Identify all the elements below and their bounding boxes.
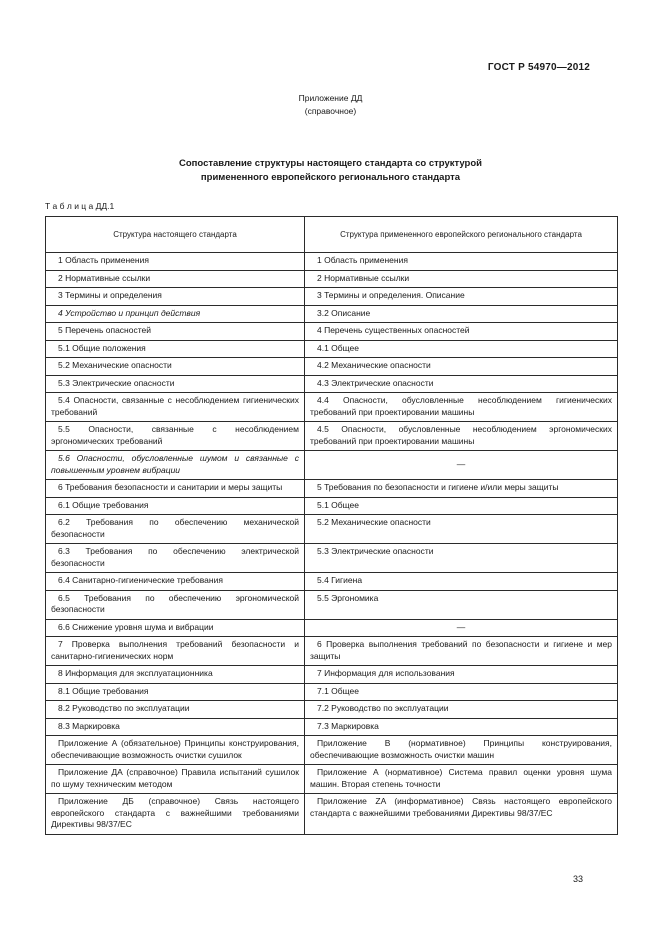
table-row	[46, 270, 618, 288]
table-body	[46, 253, 618, 835]
column-header-current-standard: Структура настоящего стандарта	[46, 217, 305, 253]
comparison-table	[45, 216, 618, 835]
table-row	[46, 422, 618, 451]
cell-european-standard: 4.4 Опасности, обусловленные несоблюдением гигиенических требований при проектировании машины	[305, 393, 618, 422]
cell-current-standard: 5.2 Механические опасности	[46, 358, 305, 376]
cell-current-standard: 6.4 Санитарно-гигиенические требования	[46, 573, 305, 591]
table-row	[46, 451, 618, 480]
cell-current-standard: 6.3 Требования по обеспечению электрической безопасности	[46, 544, 305, 573]
table-row	[46, 701, 618, 719]
cell-european-standard: 5.1 Общее	[305, 497, 618, 515]
cell-current-standard: 5.4 Опасности, связанные с несоблюдением гигиенических требований	[46, 393, 305, 422]
cell-european-standard: 1 Область применения	[305, 253, 618, 271]
cell-european-standard: 7.3 Маркировка	[305, 718, 618, 736]
cell-current-standard: 4 Устройство и принцип действия	[46, 305, 305, 323]
cell-european-standard: Приложение А (нормативное) Система правил оценки уровня шума машин. Вторая степень точности	[305, 765, 618, 794]
cell-european-standard: 3 Термины и определения. Описание	[305, 288, 618, 306]
cell-current-standard: Приложение ДА (справочное) Правила испытаний сушилок по шуму техническим методом	[46, 765, 305, 794]
cell-european-standard: —	[305, 451, 618, 480]
table-row	[46, 619, 618, 637]
cell-current-standard: 5.5 Опасности, связанные с несоблюдением эргономических требований	[46, 422, 305, 451]
table-row	[46, 794, 618, 835]
cell-european-standard: 4.1 Общее	[305, 340, 618, 358]
cell-european-standard: 5.5 Эргономика	[305, 590, 618, 619]
cell-current-standard: 5.6 Опасности, обусловленные шумом и связанные с повышенным уровнем вибрации	[46, 451, 305, 480]
table-row	[46, 497, 618, 515]
cell-european-standard: 7 Информация для использования	[305, 666, 618, 684]
cell-current-standard: 5.3 Электрические опасности	[46, 375, 305, 393]
cell-current-standard: 6 Требования безопасности и санитарии и меры защиты	[46, 480, 305, 498]
cell-current-standard: Приложение А (обязательное) Принципы конструирования, обеспечивающие возможность очистки сушилок	[46, 736, 305, 765]
table-row	[46, 340, 618, 358]
cell-european-standard: 5 Требования по безопасности и гигиене и/или меры защиты	[305, 480, 618, 498]
cell-european-standard: 4.5 Опасности, обусловленные несоблюдением эргономических требований при проектировании машины	[305, 422, 618, 451]
cell-european-standard: 6 Проверка выполнения требований по безопасности и гигиене и мер защиты	[305, 637, 618, 666]
cell-current-standard: 8.3 Маркировка	[46, 718, 305, 736]
cell-current-standard: 7 Проверка выполнения требований безопасности и санитарно-гигиенических норм	[46, 637, 305, 666]
cell-european-standard: Приложение В (нормативное) Принципы конструирования, обеспечивающие возможность очистки машин	[305, 736, 618, 765]
table-row	[46, 736, 618, 765]
cell-current-standard: 3 Термины и определения	[46, 288, 305, 306]
table-row	[46, 515, 618, 544]
page-title-line1: Сопоставление структуры настоящего стандарта со структурой	[179, 158, 482, 169]
table-row	[46, 358, 618, 376]
cell-european-standard: 5.4 Гигиена	[305, 573, 618, 591]
cell-european-standard: 7.1 Общее	[305, 683, 618, 701]
table-row	[46, 305, 618, 323]
cell-european-standard: 3.2 Описание	[305, 305, 618, 323]
cell-european-standard: 4 Перечень существенных опасностей	[305, 323, 618, 341]
cell-current-standard: 1 Область применения	[46, 253, 305, 271]
table-row	[46, 573, 618, 591]
table-row	[46, 666, 618, 684]
document-code: ГОСТ Р 54970—2012	[487, 62, 590, 73]
table-row	[46, 590, 618, 619]
cell-european-standard: 4.2 Механические опасности	[305, 358, 618, 376]
table-row	[46, 480, 618, 498]
table-row	[46, 637, 618, 666]
cell-european-standard: 5.3 Электрические опасности	[305, 544, 618, 573]
table-row	[46, 718, 618, 736]
page-number: 33	[572, 874, 583, 884]
cell-current-standard: 6.6 Снижение уровня шума и вибрации	[46, 619, 305, 637]
cell-current-standard: 2 Нормативные ссылки	[46, 270, 305, 288]
annex-name: Приложение ДД	[298, 93, 363, 103]
table-row	[46, 288, 618, 306]
column-header-european-standard: Структура примененного европейского регионального стандарта	[305, 217, 618, 253]
cell-current-standard: 8 Информация для эксплуатационника	[46, 666, 305, 684]
cell-current-standard: 5.1 Общие положения	[46, 340, 305, 358]
table-caption: Т а б л и ц а ДД.1	[45, 201, 115, 211]
cell-current-standard: 5 Перечень опасностей	[46, 323, 305, 341]
cell-european-standard: Приложение ZA (информативное) Связь настоящего европейского стандарта с важнейшими требованиями Директивы 98/37/ЕС	[305, 794, 618, 835]
cell-current-standard: 8.2 Руководство по эксплуатации	[46, 701, 305, 719]
page-title	[0, 157, 661, 185]
table-row	[46, 544, 618, 573]
table-row	[46, 323, 618, 341]
cell-european-standard: 7.2 Руководство по эксплуатации	[305, 701, 618, 719]
table-row	[46, 375, 618, 393]
table-row	[46, 683, 618, 701]
table-row	[46, 765, 618, 794]
cell-current-standard: Приложение ДБ (справочное) Связь настоящего европейского стандарта с важнейшими требованиями Директивы 98/37/ЕС	[46, 794, 305, 835]
cell-current-standard: 6.2 Требования по обеспечению механической безопасности	[46, 515, 305, 544]
cell-current-standard: 8.1 Общие требования	[46, 683, 305, 701]
cell-european-standard: —	[305, 619, 618, 637]
cell-current-standard: 6.1 Общие требования	[46, 497, 305, 515]
page-title-line2: примененного европейского регионального стандарта	[200, 172, 461, 183]
cell-current-standard: 6.5 Требования по обеспечению эргономической безопасности	[46, 590, 305, 619]
cell-european-standard: 4.3 Электрические опасности	[305, 375, 618, 393]
cell-european-standard: 2 Нормативные ссылки	[305, 270, 618, 288]
cell-european-standard: 5.2 Механические опасности	[305, 515, 618, 544]
table-row	[46, 253, 618, 271]
table-row	[46, 393, 618, 422]
table-header-row	[46, 217, 618, 253]
annex-heading	[0, 92, 661, 118]
annex-type: (справочное)	[304, 106, 357, 116]
